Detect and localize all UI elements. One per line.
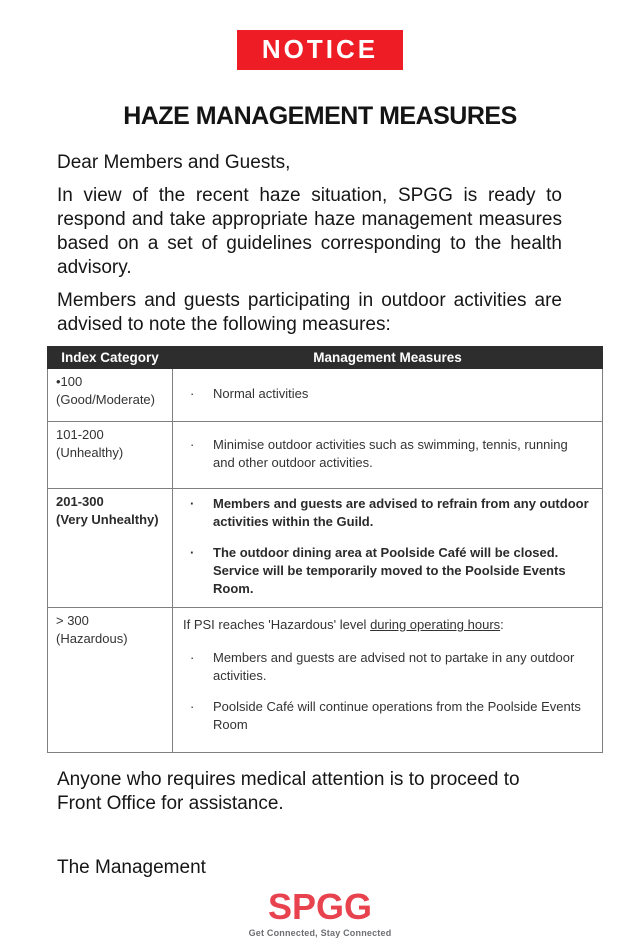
bullet-icon: ·	[190, 496, 195, 511]
measures-intro-paragraph: Members and guests participating in outdoor activities are advised to note the following measures:	[57, 290, 562, 335]
index-label: (Hazardous)	[56, 631, 128, 646]
measure-text: Members and guests are advised to refrain from any outdoor activities within the Guild.	[213, 496, 589, 529]
spgg-logo-text: SPGG	[267, 886, 373, 927]
index-cell	[48, 608, 173, 753]
index-cell	[48, 489, 173, 608]
bullet-icon: ·	[190, 650, 195, 665]
spgg-logo-tagline: Get Connected, Stay Connected	[248, 928, 392, 938]
measure-text: Members and guests are advised not to partake in any outdoor activities.	[213, 650, 575, 683]
index-value: 101-200	[56, 427, 104, 442]
spgg-logo	[0, 886, 640, 938]
closing-paragraph: Anyone who requires medical attention is to proceed to Front Office for assistance.	[57, 769, 520, 814]
measures-cell	[173, 608, 603, 753]
measure-text: Normal activities	[213, 386, 309, 401]
measure-item	[183, 649, 590, 685]
measure-text: Poolside Café will continue operations from the Poolside Events Room	[213, 699, 581, 732]
measure-text: The outdoor dining area at Poolside Café will be closed. Service will be temporarily moved to the Poolside Events Room.	[213, 545, 566, 596]
measures-table	[47, 346, 603, 753]
index-value: •100	[56, 374, 83, 389]
intro-paragraph: In view of the recent haze situation, SPGG is ready to respond and take appropriate haze management measures based on a set of guidelines corresponding to the health advisory.	[57, 185, 562, 278]
intro-section	[57, 151, 583, 337]
bullet-icon: ·	[190, 545, 195, 560]
page-title: HAZE MANAGEMENT MEASURES	[123, 102, 517, 130]
bullet-icon: ·	[190, 386, 195, 401]
notice-banner: NOTICE	[237, 30, 403, 70]
table-row-very-unhealthy	[48, 489, 603, 608]
index-label: (Very Unhealthy)	[56, 512, 159, 527]
signature-text: The Management	[57, 857, 206, 878]
index-value: 201-300	[56, 494, 104, 509]
measures-cell	[173, 422, 603, 489]
salutation-text: Dear Members and Guests,	[57, 152, 291, 173]
hazardous-intro-suffix: :	[500, 617, 504, 632]
measure-item	[183, 698, 590, 734]
hazardous-intro-prefix: If PSI reaches 'Hazardous' level	[183, 617, 371, 632]
index-category-header: Index Category	[48, 347, 173, 369]
bullet-icon: ·	[190, 699, 195, 714]
measures-cell	[173, 489, 603, 608]
index-value: > 300	[56, 613, 89, 628]
index-cell	[48, 422, 173, 489]
measures-cell	[173, 369, 603, 422]
closing-section	[57, 768, 583, 880]
index-label: (Good/Moderate)	[56, 392, 155, 407]
measure-item	[183, 495, 590, 531]
measure-item	[183, 436, 590, 472]
measure-item	[183, 544, 590, 598]
table-row-unhealthy	[48, 422, 603, 489]
table-row-hazardous	[48, 608, 603, 753]
hazardous-intro-underlined: during operating hours	[370, 617, 501, 632]
index-label: (Unhealthy)	[56, 445, 124, 460]
measure-item	[183, 385, 590, 403]
bullet-icon: ·	[190, 437, 195, 452]
hazardous-intro	[183, 616, 590, 634]
notice-banner-row	[0, 0, 640, 70]
index-cell	[48, 369, 173, 422]
measure-text: Minimise outdoor activities such as swimming, tennis, running and other outdoor activities.	[213, 437, 568, 470]
table-row-good-moderate	[48, 369, 603, 422]
management-measures-header: Management Measures	[173, 347, 603, 369]
table-header-row	[48, 347, 603, 369]
